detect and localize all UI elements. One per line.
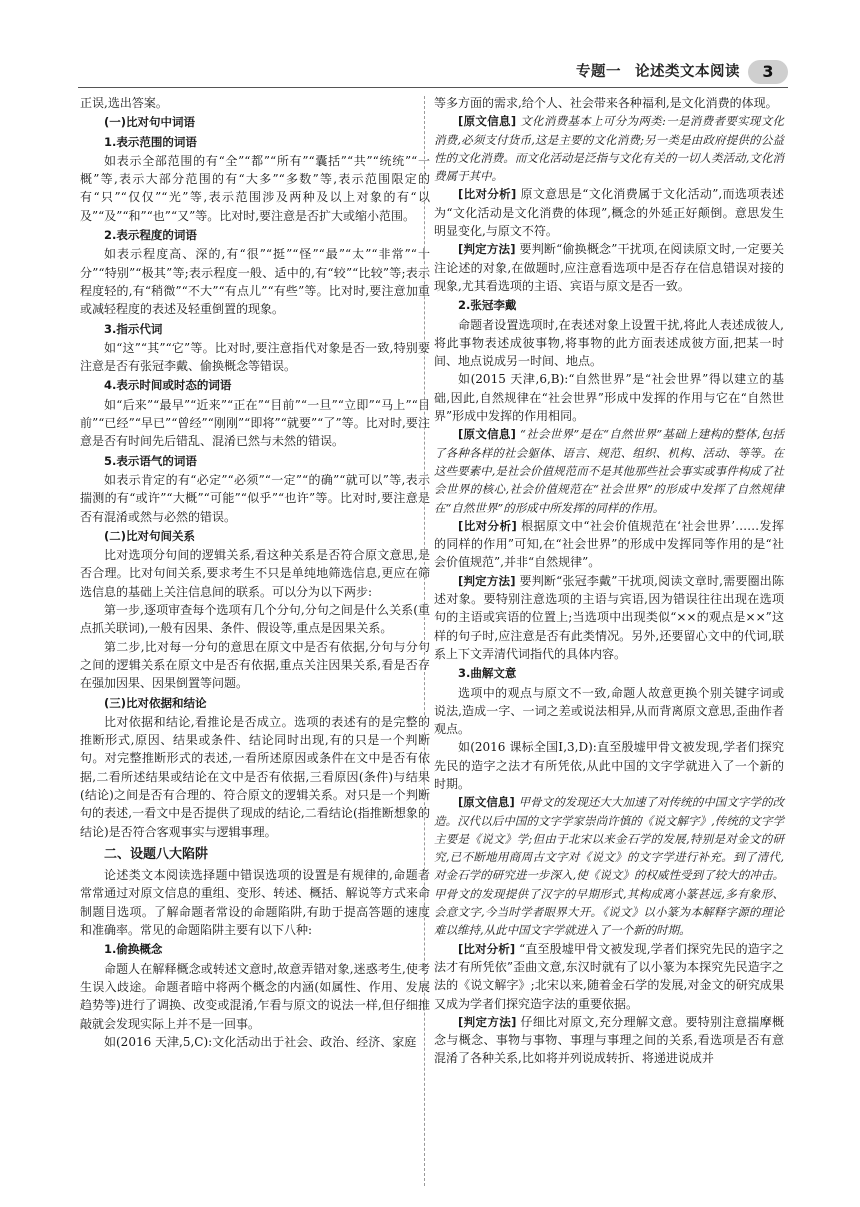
method-block [434,240,784,295]
left-column [80,94,430,1051]
tag-method: [判定方法] [458,242,516,257]
paragraph: 命题人在解释概念或转述文意时,故意弄错对象,迷惑考生,使考生误入歧途。命题者暗中将两个概念的内涵(如属性、作用、发展趋势等)进行了调换、改变或混淆,乍看与原文的说法一样,但仔细推敲就会发现实际上并不是一回事。 [80,961,430,1031]
paragraph: 如(2016 天津,5,C):文化活动出于社会、政治、经济、家庭 [104,1034,417,1049]
item-heading: 2.张冠李戴 [458,298,517,313]
original-info-block [434,112,784,185]
page-header [0,0,860,96]
section-heading: 二、设题八大陷阱 [104,846,209,862]
tag-analysis: [比对分析] [458,518,517,533]
running-head [576,60,740,81]
right-column [434,94,784,1068]
paragraph: 命题者设置选项时,在表述对象上设置干扰,将此人表述成彼人,将此事物表述成彼事物,将事物的此方面表述成彼方面,把某一时间、地点说成另一时间、地点。 [434,317,784,369]
paragraph: 如(2015 天津,6,B):“自然世界”是“社会世界”得以建立的基础,因此,自然规律在“社会世界”形成中发挥的作用与它在“自然世界”形成中发挥的作用相同。 [434,372,784,424]
item-heading: 3.指示代词 [104,321,163,336]
analysis-text: 根据原文中“社会价值规范在‘社会世界’……发挥的同样的作用”可知,在“社会世界”的形成中发挥同等作用的是“社会价值规范”,并非“自然规律”。 [434,518,785,570]
quoted-text: “社会世界”是在“自然世界”基础上建构的整体,包括了各种各样的社会躯体、语言、规范、组织、机构、活动、等等。在这些要素中,是社会价值规范而不是其他那些社会事实或事件构成了社会世界的核心,社会价值规范在“社会世界”的形成中发挥了自然规律在“自然世界”的形成中所发挥的同样的作用。 [434,427,785,515]
method-text: 要判断“张冠李戴”干扰项,阅读文章时,需要圈出陈述对象。要特别注意选项的主语与宾语,因为错误往往出现在选项句的主语或宾语的位置上;当选项中出现类似“××的观点是××”这样的句子时,应注意是否有此类情况。另外,还要留心文中的代词,联系上下文弄清代词指代的具体内容。 [434,573,784,661]
tag-analysis: [比对分析] [458,941,516,956]
paragraph: 正误,选出答案。 [80,96,168,110]
item-heading: 4.表示时间或时态的词语 [104,378,232,393]
paragraph: 第二步,比对每一分句的意思在原文中是否有依据,分句与分句之间的逻辑关系在原文中是否有依据,重点关注因果关系,看是否存在强加因果、因果倒置等问题。 [80,639,430,691]
quoted-text: 文化消费基本上可分为两类:一是消费者要实现文化消费,必须支付货币,这是主要的文化消费;另一类是由政府提供的公益性的文化消费。而文化活动是泛指与文化有关的一切人类活动,文化消费属于其中。 [434,114,785,184]
chapter-title: 论述类文本阅读 [635,64,740,80]
paragraph: 等多方面的需求,给个人、社会带来各种福利,是文化消费的体现。 [434,96,778,110]
paragraph: 论述类文本阅读选择题中错误选项的设置是有规律的,命题者常常通过对原文信息的重组、变形、转述、概括、解说等方式来命制题目选项。了解命题者常设的命题陷阱,有助于提高答题的速度和准确率。常见的命题陷阱主要有以下八种: [80,868,430,938]
paragraph: 如“这”“其”“它”等。比对时,要注意指代对象是否一致,特别要注意是否有张冠李戴、偷换概念等错误。 [80,340,430,374]
item-heading: 1.偷换概念 [104,942,163,957]
original-info-block [434,425,784,516]
method-block [434,572,784,663]
paragraph: 如表示程度高、深的,有“很”“挺”“怪”“最”“太”“非常”“十分”“特别”“极其”等;表示程度一般、适中的,有“较”“比较”等;表示程度轻的,有“稍微”“不大”“有点儿”“有些”等。比对时,要注意加重或减轻程度的表述及轻重倒置的现象。 [80,247,430,317]
analysis-block [434,185,784,240]
item-heading: 3.曲解文意 [458,666,517,681]
paragraph: 如表示肯定的有“必定”“必须”“一定”“的确”“就可以”等,表示揣测的有“或许”“大概”“可能”“似乎”“也许”等。比对时,要注意是否有混淆或然与必然的错误。 [80,472,430,524]
tag-analysis: [比对分析] [458,187,517,202]
item-heading: 5.表示语气的词语 [104,453,197,468]
quoted-text: 甲骨文的发现还大大加速了对传统的中国文字学的改造。汉代以后中国的文字学家崇尚许慎的《说文解字》,传统的文字学主要是《说文》学;但由于北宋以来金石学的发展,特别是对金文的研究,已不断地用商周古文字对《说文》的文字学进行补充。到了清代,对金石学的研究进一步深入,使《说文》的权威性受到了较大的冲击。甲骨文的发现提供了汉字的早期形式,其构成离小篆甚远,多有象形、会意文字,今当时学者眼界大开。《说文》以小篆为本解释字源的理论难以维持,从此中国文字学就进入了一个新的时期。 [434,795,784,938]
section-label: 专题一 [576,64,621,80]
analysis-text: “直至殷墟甲骨文被发现,学者们探究先民的造字之法才有所凭依”歪曲文意,东汉时就有了以小篆为本探究先民造字之法的《说文解字》;北宋以来,随着金石学的发展,对金文的研究成果又成为学者们探究造字法的重要依据。 [434,941,785,1011]
header-rule [78,87,788,88]
tag-original-info: [原文信息] [458,114,517,129]
tag-original-info: [原文信息] [458,795,515,810]
original-info-block [434,793,784,939]
tag-original-info: [原文信息] [458,427,516,442]
paragraph: 如“后来”“最早”“近来”“正在”“目前”“一旦”“立即”“马上”“目前”“已经”“早已”“曾经”“刚刚”“即将”“就要”“了”等。比对时,要注意是否有时间先后错乱、混淆已然与未然的错误。 [80,397,430,449]
analysis-text: 原文意思是“文化消费属于文化活动”,而选项表述为“文化活动是文化消费的体现”,概念的外延正好颠倒。意思发生明显变化,与原文不符。 [434,187,784,239]
paragraph: 如表示全部范围的有“全”“都”“所有”“囊括”“共”“统统”“一概”等,表示大部分范围的有“大多”“多数”等,表示范围限定的有“只”“仅仅”“光”等,表示范围涉及两种及以上对象的有“以及”“及”“和”“也”“又”等。比对时,要注意是否扩大或缩小范围。 [80,153,430,223]
method-block [434,1013,784,1068]
tag-method: [判定方法] [458,1014,517,1029]
item-heading: 1.表示范围的词语 [104,134,197,149]
analysis-block [434,940,784,1013]
paragraph: 比对选项分句间的逻辑关系,看这种关系是否符合原文意思,是否合理。比对句间关系,要求考生不只是单纯地筛选信息,更应在筛选信息的基础上关注信息间的联系。可以分为以下两步: [80,548,430,599]
item-heading: 2.表示程度的词语 [104,228,197,243]
method-text: 要判断“偷换概念”干扰项,在阅读原文时,一定要关注论述的对象,在做题时,应注意看选项中是否存在信息错误对接的现象,尤其看选项的主语、宾语与原文是否一致。 [434,242,784,293]
paragraph: 第一步,逐项审查每个选项有几个分句,分句之间是什么关系(重点抓关联词),一般有因果、条件、假设等,重点是因果关系。 [80,603,430,636]
subsection-heading: (一)比对句中词语 [104,115,196,130]
column-divider [424,96,425,1186]
paragraph: 比对依据和结论,看推论是否成立。选项的表述有的是完整的推断形式,原因、结果或条件、结论同时出现,有的只是一个判断句。对完整推断形式的表述,一看所述原因或条件在文中是否有依据,二看所述结果或结论在文中是否有依据,三看原因(条件)与结果(结论)之间是否有合理的、符合原文的逻辑关系。对只是一个判断句的表述,一看文中是否提供了现成的结论,二看结论(指推断想象的结论)是否符合客观事实与逻辑事理。 [80,714,430,839]
subsection-heading: (三)比对依据和结论 [104,695,207,710]
method-text: 仔细比对原文,充分理解文意。要特别注意揣摩概念与概念、事物与事物、事理与事理之间的关系,看选项是否有意混淆了各种关系,比如将并列说成转折、将递进说成并 [434,1014,784,1066]
tag-method: [判定方法] [458,573,516,588]
paragraph: 选项中的观点与原文不一致,命题人故意更换个别关键字词或说法,造成一字、一词之差或说法相异,从而背离原文意思,歪曲作者观点。 [434,685,784,737]
page-number: 3 [748,60,788,84]
paragraph: 如(2016 课标全国Ⅰ,3,D):直至殷墟甲骨文被发现,学者们探究先民的造字之法才有所凭依,从此中国的文字学就进入了一个新的时期。 [434,740,784,791]
analysis-block [434,517,784,572]
subsection-heading: (二)比对句间关系 [104,528,196,543]
